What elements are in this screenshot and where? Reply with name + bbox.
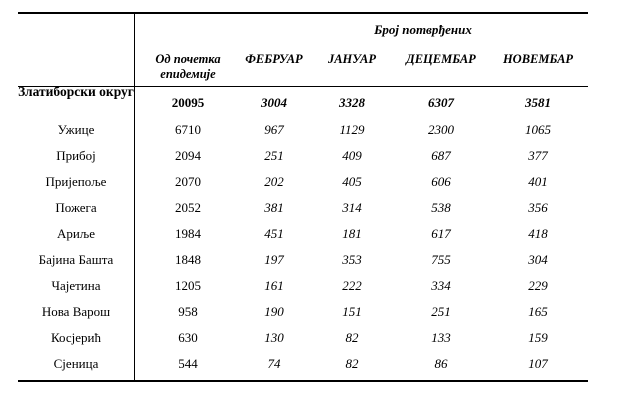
row-name: Прибој (56, 148, 96, 163)
header-since-start: Од почетка епидемије (155, 52, 221, 81)
row-name: Чајетина (51, 278, 101, 293)
cell-january: 405 (342, 174, 362, 189)
cell-november: 229 (528, 278, 548, 293)
cell-december: 6307 (428, 95, 454, 110)
table-row (18, 247, 588, 272)
header-december: ДЕЦЕМБАР (406, 52, 476, 66)
table-row (18, 143, 588, 168)
cell-december: 755 (431, 252, 451, 267)
row-name: Бајина Башта (38, 252, 114, 267)
cell-november: 1065 (525, 122, 551, 137)
cell-total: 1848 (175, 252, 201, 267)
row-name: Пожега (55, 200, 97, 215)
header-february: ФЕБРУАР (245, 52, 303, 66)
cell-february: 3004 (261, 95, 287, 110)
cell-january: 181 (342, 226, 362, 241)
cell-total: 1984 (175, 226, 201, 241)
row-name: Пријепоље (45, 174, 107, 189)
summary-row (18, 84, 588, 115)
table-row (18, 117, 588, 142)
cell-february: 161 (264, 278, 284, 293)
cell-february: 381 (264, 200, 284, 215)
cell-december: 538 (431, 200, 451, 215)
cell-february: 190 (264, 304, 284, 319)
table-row (18, 195, 588, 220)
cell-february: 967 (264, 122, 284, 137)
cell-november: 3581 (525, 95, 551, 110)
cell-december: 133 (431, 330, 451, 345)
row-name: Сјеница (53, 356, 99, 371)
cell-total: 2070 (175, 174, 201, 189)
cell-december: 251 (431, 304, 451, 319)
cell-january: 1129 (339, 122, 365, 137)
row-name: Ариље (56, 226, 96, 241)
cell-january: 3328 (339, 95, 365, 110)
cell-february: 251 (264, 148, 284, 163)
group-header: Број потврђених (374, 22, 472, 37)
cell-december: 334 (431, 278, 451, 293)
top-rule (18, 12, 588, 14)
cell-january: 222 (342, 278, 362, 293)
cell-total: 630 (178, 330, 198, 345)
cell-december: 2300 (428, 122, 454, 137)
cell-february: 130 (264, 330, 284, 345)
header-november: НОВЕМБАР (502, 52, 574, 66)
row-name: Ужице (57, 122, 95, 137)
cell-total: 1205 (175, 278, 201, 293)
cell-february: 197 (264, 252, 284, 267)
cell-total: 20095 (171, 95, 205, 110)
cell-january: 151 (342, 304, 362, 319)
cell-february: 451 (264, 226, 284, 241)
row-name: Златиборски округ (18, 84, 134, 99)
cell-november: 401 (528, 174, 548, 189)
cell-total: 958 (178, 304, 198, 319)
table-row (18, 325, 588, 350)
cell-november: 304 (528, 252, 548, 267)
cell-january: 314 (342, 200, 362, 215)
table-row (18, 221, 588, 246)
table-row (18, 169, 588, 194)
cell-total: 544 (178, 356, 198, 371)
cell-november: 356 (528, 200, 548, 215)
row-name: Нова Варош (41, 304, 111, 319)
cell-december: 617 (431, 226, 451, 241)
cell-november: 418 (528, 226, 548, 241)
row-name: Косјерић (51, 330, 101, 345)
header-january: ЈАНУАР (327, 52, 377, 66)
cell-december: 687 (431, 148, 451, 163)
cell-total: 2094 (175, 148, 201, 163)
cell-december: 86 (434, 356, 448, 371)
cell-total: 6710 (175, 122, 201, 137)
cell-january: 82 (345, 330, 359, 345)
cell-november: 165 (528, 304, 548, 319)
cell-january: 82 (345, 356, 359, 371)
cell-january: 409 (342, 148, 362, 163)
table-row (18, 273, 588, 298)
cell-november: 107 (528, 356, 548, 371)
cell-january: 353 (342, 252, 362, 267)
cell-november: 159 (528, 330, 548, 345)
table-row (18, 351, 588, 376)
table-row (18, 299, 588, 324)
cell-december: 606 (431, 174, 451, 189)
cell-november: 377 (528, 148, 548, 163)
cell-february: 202 (264, 174, 284, 189)
cell-february: 74 (267, 356, 281, 371)
cell-total: 2052 (175, 200, 201, 215)
bottom-rule (18, 380, 588, 382)
